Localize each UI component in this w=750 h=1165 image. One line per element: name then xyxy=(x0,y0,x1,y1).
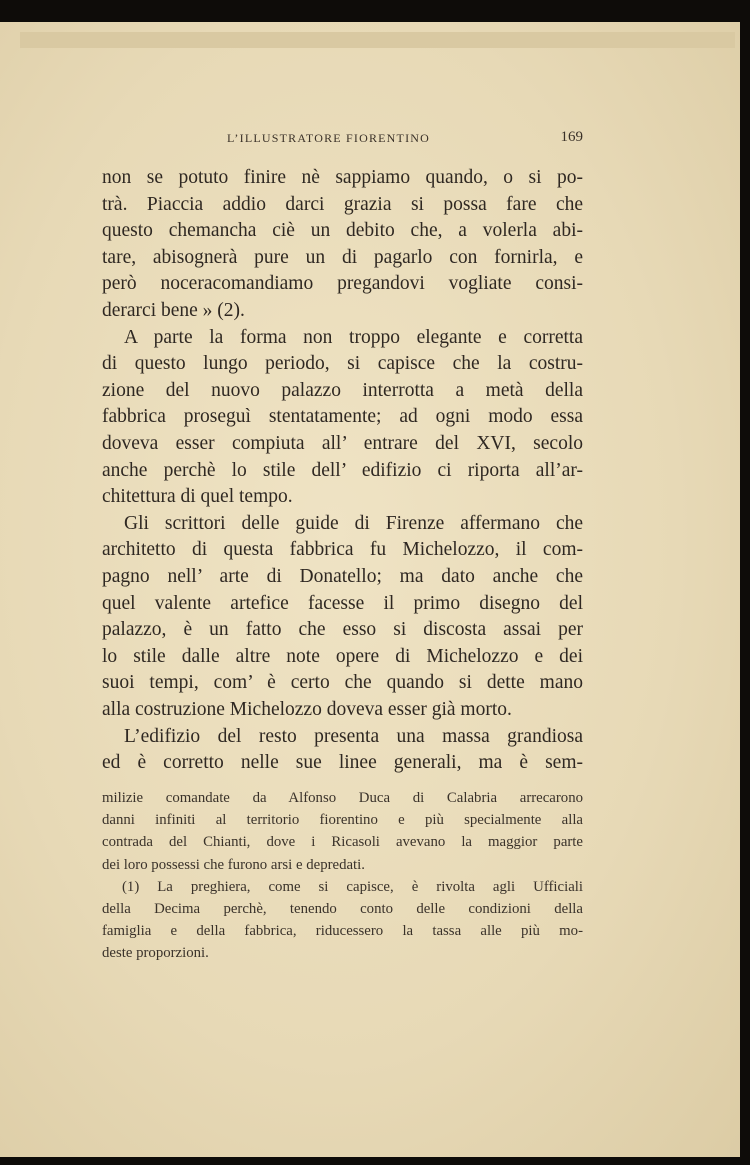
text-line: di questo lungo periodo, si capisce che la costru- xyxy=(102,353,583,375)
text-line: palazzo, è un fatto che esso si discosta assai per xyxy=(102,619,583,641)
text-line: non se potuto finire nè sappiamo quando, o si po- xyxy=(102,167,583,188)
text-line: zione del nuovo palazzo interrotta a metà della xyxy=(102,379,583,401)
text-line: anche perchè lo stile dell’ edifizio ci riporta all’ar- xyxy=(102,459,583,481)
text-line: tare, abisognerà pure un di pagarlo con fornirla, e xyxy=(102,246,583,268)
text-line: trà. Piaccia addio darci grazia si possa fare che xyxy=(102,193,583,215)
text-line: ed è corretto nelle sue linee generali, ma è sem- xyxy=(102,752,583,774)
footnote-line: famiglia e della fabbrica, riducessero la tassa alle più mo- xyxy=(102,923,583,940)
page-number: 169 xyxy=(560,129,583,145)
footnote-line: deste proporzioni. xyxy=(102,945,209,962)
footnote-line: danni infiniti al territorio fiorentino e più specialmente alla xyxy=(102,812,583,829)
text-line: A parte la forma non troppo elegante e corretta xyxy=(124,326,583,348)
text-line: questo chemancha ciè un debito che, a volerla abi- xyxy=(102,220,583,242)
footnote-line: contrada del Chianti, dove i Ricasoli avevano la maggior parte xyxy=(102,834,583,851)
text-line: L’edifizio del resto presenta una massa grandiosa xyxy=(124,725,583,747)
footnote-line: della Decima perchè, tenendo conto delle condizioni della xyxy=(102,901,583,917)
page-edge xyxy=(20,32,735,48)
footnote-line: dei loro possessi che furono arsi e depredati. xyxy=(102,856,365,873)
text-line: pagno nell’ arte di Donatello; ma dato anche che xyxy=(102,566,583,587)
text-line: derarci bene » (2). xyxy=(102,300,245,321)
text-line: chitettura di quel tempo. xyxy=(102,486,293,508)
running-header xyxy=(102,128,583,148)
text-line: suoi tempi, com’ è certo che quando si dette mano xyxy=(102,672,583,694)
text-line: alla costruzione Michelozzo doveva esser già morto. xyxy=(102,699,512,720)
text-line: doveva esser compiuta all’ entrare del XVI, secolo xyxy=(102,433,583,454)
running-title: L’ILLUSTRATORE FIORENTINO xyxy=(227,131,430,145)
text-line: però noceracomandiamo pregandovi vogliate consi- xyxy=(102,273,583,295)
footnote-line: (1) La preghiera, come si capisce, è rivolta agli Ufficiali xyxy=(122,878,583,895)
text-line: Gli scrittori delle guide di Firenze affermano che xyxy=(124,512,583,534)
text-line: architetto di questa fabbrica fu Michelozzo, il com- xyxy=(102,539,583,561)
footnote-line: milizie comandate da Alfonso Duca di Calabria arrecarono xyxy=(102,790,583,806)
text-line: fabbrica proseguì stentatamente; ad ogni modo essa xyxy=(102,406,583,428)
text-line: quel valente artefice facesse il primo disegno del xyxy=(102,592,583,614)
text-line: lo stile dalle altre note opere di Michelozzo e dei xyxy=(102,645,583,667)
